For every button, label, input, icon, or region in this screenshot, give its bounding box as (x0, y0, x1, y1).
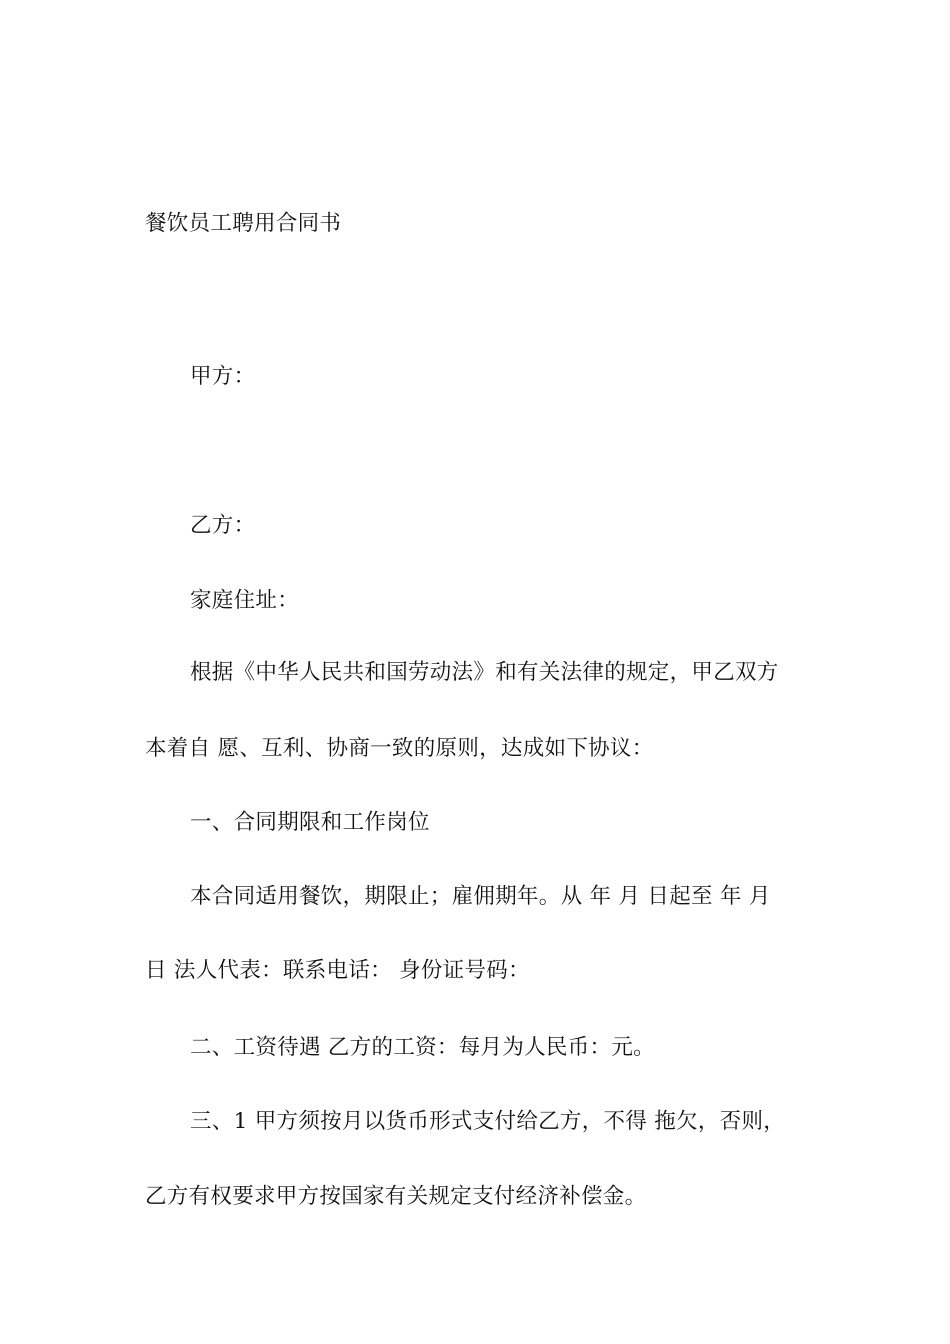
party-a-label: 甲方： (190, 364, 256, 389)
home-address-label: 家庭住址： (190, 588, 300, 613)
intro-paragraph-line-2: 本着自 愿、互利、协商一致的原则，达成如下协议： (145, 736, 654, 761)
document-title: 餐饮员工聘用合同书 (145, 211, 342, 236)
party-b-label: 乙方： (190, 513, 256, 538)
section-1-line-2: 日 法人代表：联系电话： 身份证号码： (145, 958, 530, 983)
section-1-heading: 一、合同期限和工作岗位 (190, 810, 430, 835)
section-3-line-2: 乙方有权要求甲方按国家有关规定支付经济补偿金。 (145, 1184, 647, 1209)
intro-paragraph-line-1: 根据《中华人民共和国劳动法》和有关法律的规定，甲乙双方 (190, 660, 779, 685)
section-2-line: 二、工资待遇 乙方的工资：每月为人民币：元。 (190, 1035, 655, 1060)
section-3-line-1: 三、1 甲方须按月以货币形式支付给乙方，不得 拖欠，否则， (190, 1109, 786, 1134)
section-1-line-1: 本合同适用餐饮，期限止；雇佣期年。从 年 月 日起至 年 月 (190, 884, 771, 909)
